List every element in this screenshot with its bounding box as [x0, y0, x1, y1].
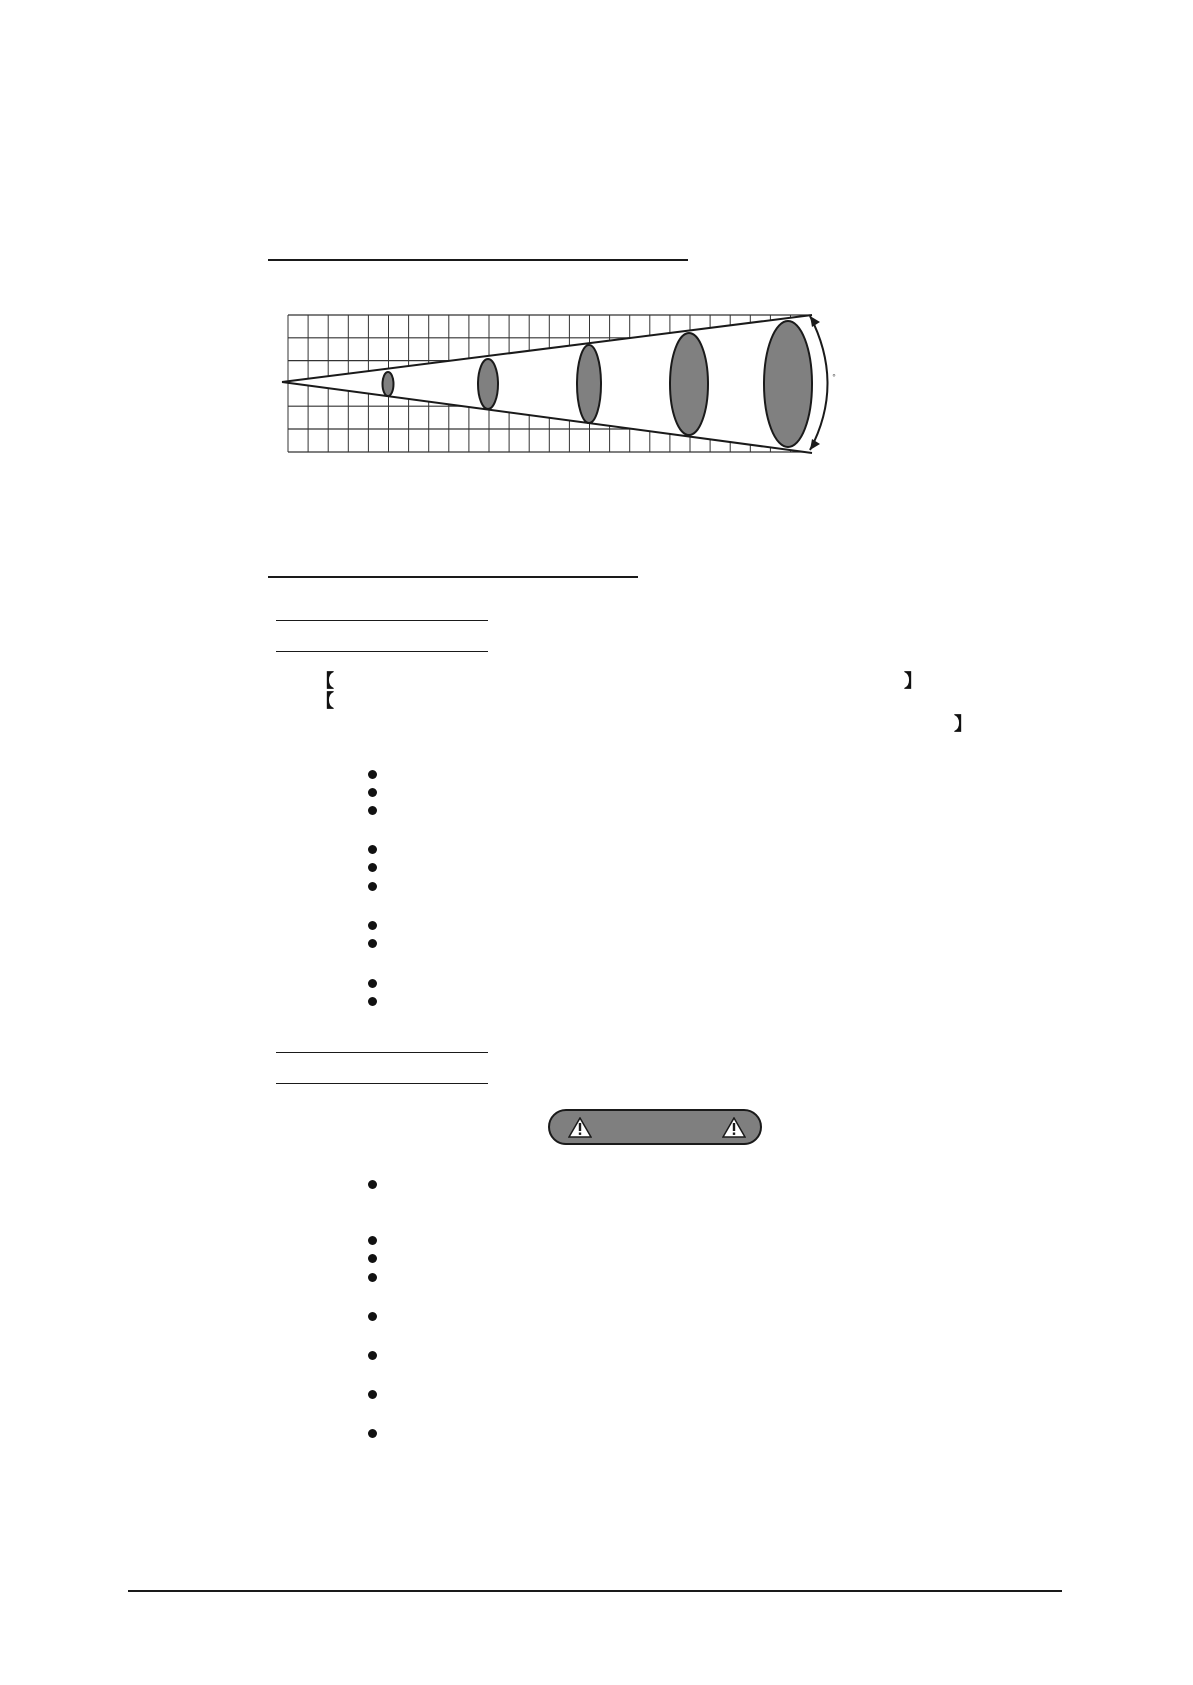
list-bullet — [368, 921, 377, 930]
measurement-spot-5 — [764, 321, 812, 447]
list-bullet — [368, 997, 377, 1006]
list-bullet — [368, 939, 377, 948]
diagram-grid — [282, 315, 812, 453]
warning-banner — [548, 1109, 762, 1145]
list-bullet — [368, 979, 377, 988]
measurement-spot-3 — [577, 345, 601, 423]
subsection-a-rule-bottom — [276, 651, 488, 652]
subsection-b-rule-top — [276, 1052, 488, 1053]
list-bullet — [368, 1180, 377, 1189]
angle-marker: ° — [832, 373, 836, 382]
warning-triangle-icon — [722, 1117, 746, 1138]
list-bullet — [368, 806, 377, 815]
list-bullet — [368, 1273, 377, 1282]
note-2-close-bracket: 】 — [954, 714, 972, 735]
subsection-b-rule-bottom — [276, 1083, 488, 1084]
list-bullet — [368, 1254, 377, 1263]
note-1-close-bracket: 】 — [904, 671, 922, 692]
note-1-open-bracket: 【 — [316, 671, 334, 692]
list-bullet — [368, 1312, 377, 1321]
warning-triangle-icon — [568, 1117, 592, 1138]
subsection-a-rule-top — [276, 620, 488, 621]
measurement-spot-4 — [670, 333, 708, 435]
list-bullet — [368, 845, 377, 854]
measurement-spot-1 — [383, 372, 394, 396]
list-bullet — [368, 863, 377, 872]
field-of-view-diagram — [270, 300, 840, 460]
section-1-heading-rule — [268, 259, 688, 261]
list-bullet — [368, 882, 377, 891]
list-bullet — [368, 1390, 377, 1399]
list-bullet — [368, 1429, 377, 1438]
cone-interior — [282, 315, 812, 453]
section-2-heading-rule — [268, 576, 638, 578]
measurement-spot-2 — [478, 359, 498, 409]
list-bullet — [368, 770, 377, 779]
list-bullet — [368, 1351, 377, 1360]
footer-rule — [128, 1590, 1062, 1592]
list-bullet — [368, 788, 377, 797]
note-2-open-bracket: 【 — [316, 691, 334, 712]
list-bullet — [368, 1236, 377, 1245]
